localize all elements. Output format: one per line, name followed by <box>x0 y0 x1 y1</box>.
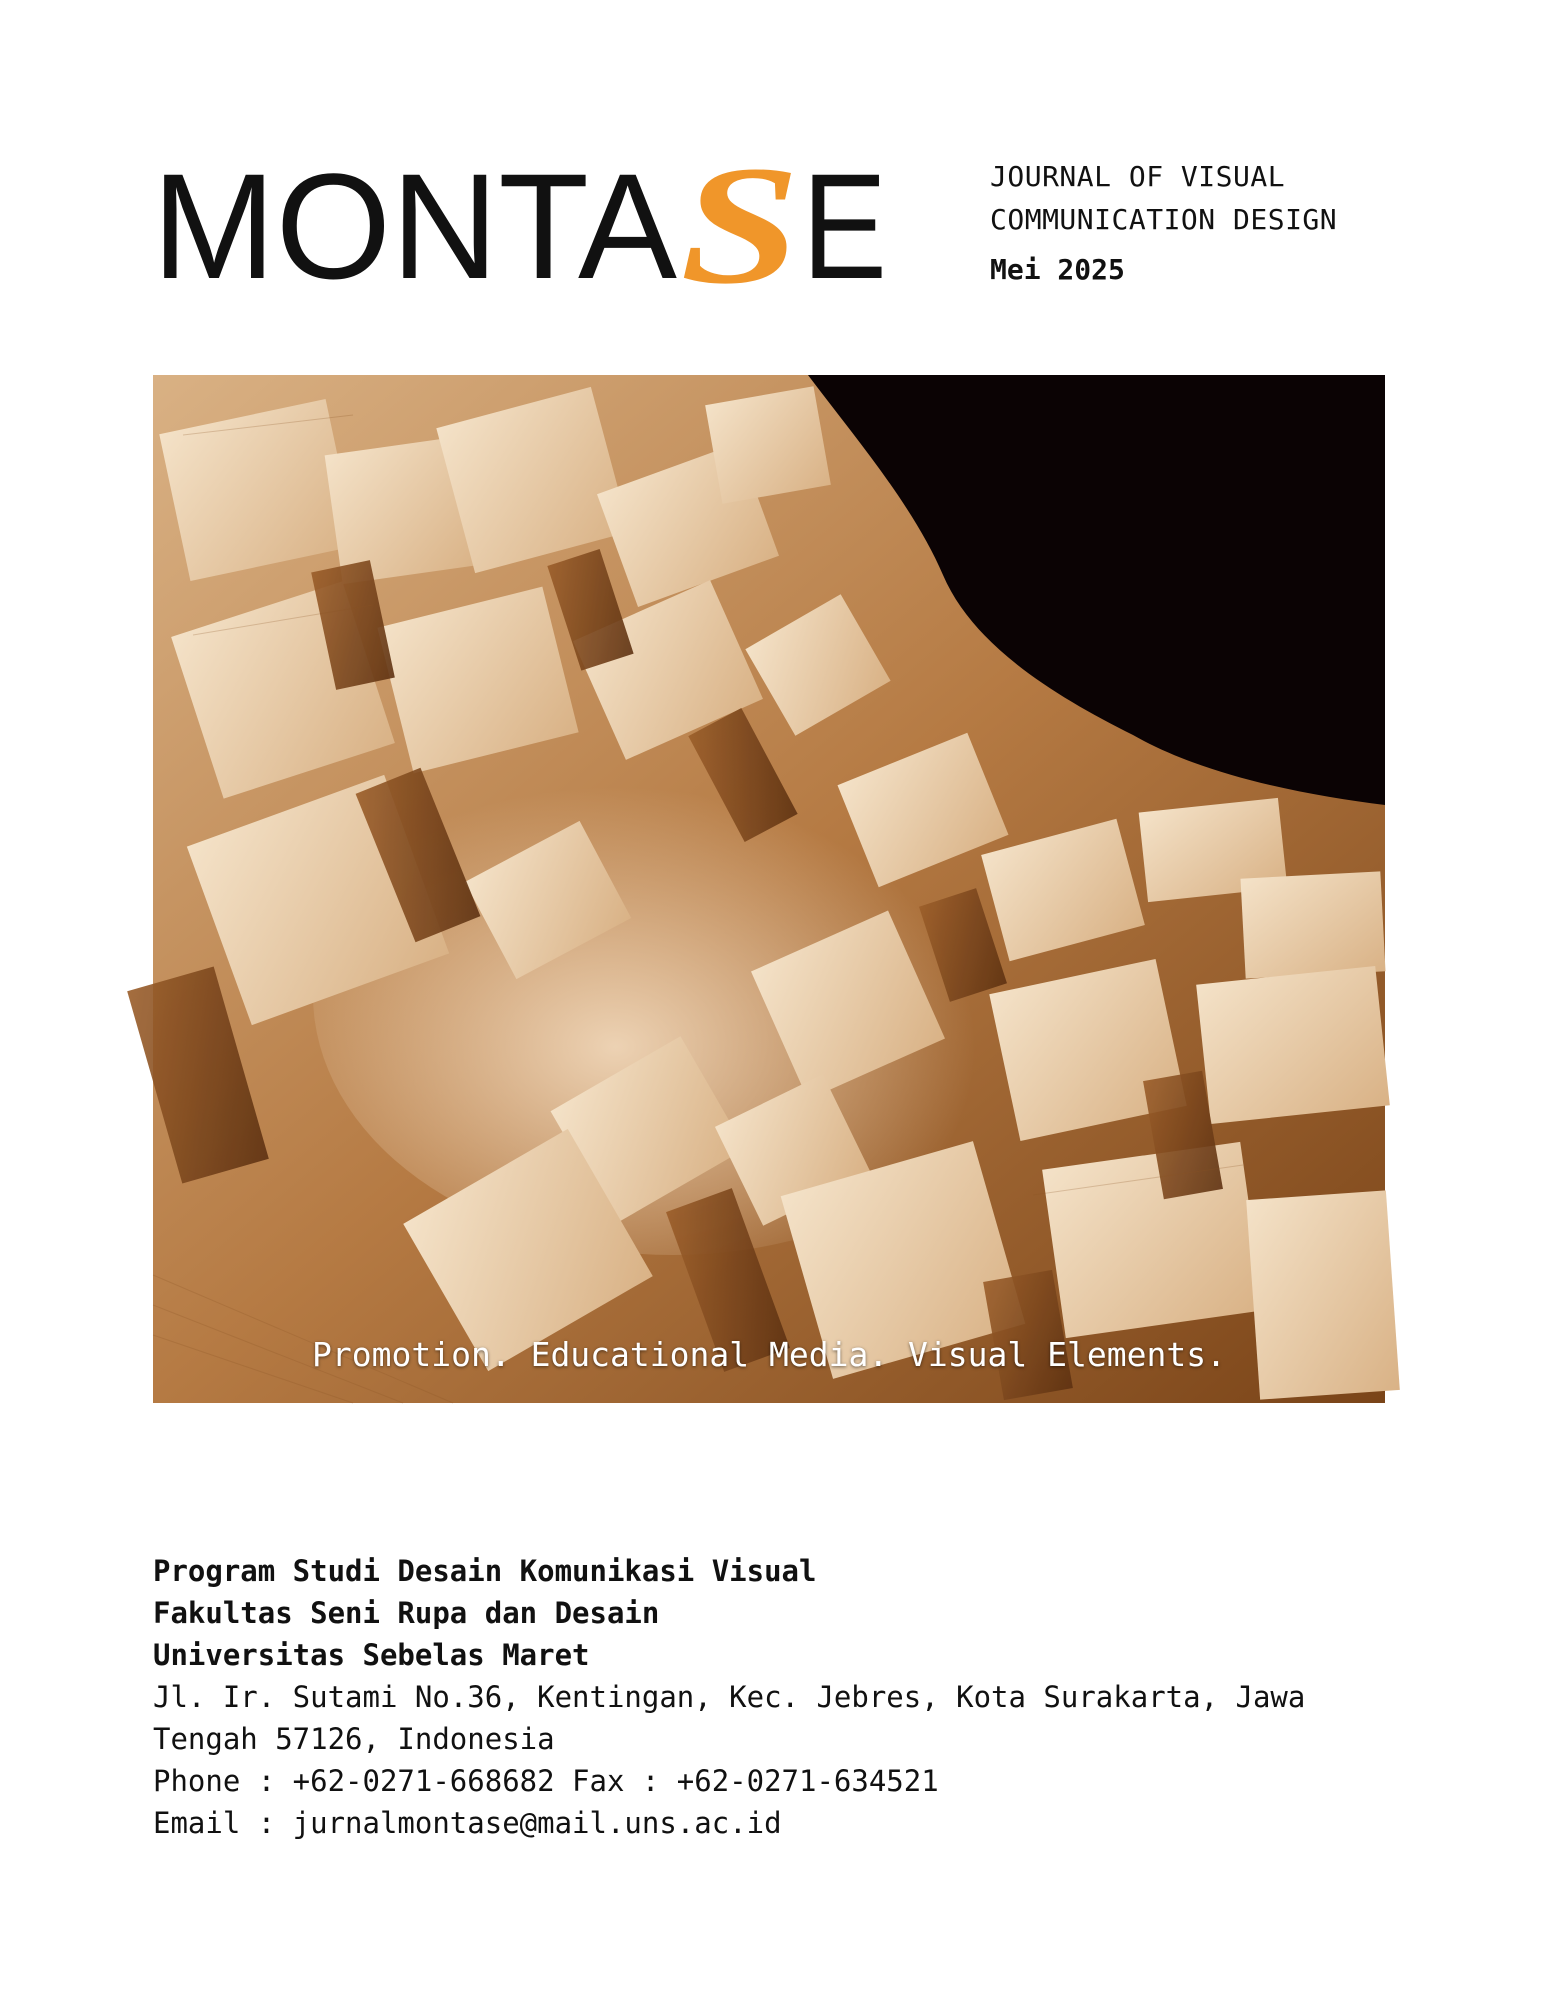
journal-subtitle-line-1: JOURNAL OF VISUAL <box>990 160 1286 193</box>
faculty-name: Fakultas Seni Rupa dan Desain <box>153 1596 660 1630</box>
journal-info <box>990 155 1410 286</box>
journal-subtitle-line-2: COMMUNICATION DESIGN <box>990 203 1338 236</box>
journal-logo <box>152 131 892 319</box>
logo-text-left: MONTA <box>152 142 677 310</box>
logo-glyph: S <box>680 131 800 319</box>
issue-date: Mei 2025 <box>990 253 1125 286</box>
program-name: Program Studi Desain Komunikasi Visual <box>153 1554 817 1588</box>
cover-image <box>153 375 1385 1403</box>
logo-text-right: E <box>802 142 887 310</box>
address-line-1: Jl. Ir. Sutami No.36, Kentingan, Kec. Jebres, Kota Surakarta, Jawa <box>153 1680 1306 1714</box>
university-name: Universitas Sebelas Maret <box>153 1638 590 1672</box>
phone-fax: Phone : +62-0271-668682 Fax : +62-0271-634521 <box>153 1764 939 1798</box>
cover-caption: Promotion. Educational Media. Visual Elements. <box>312 1335 1226 1374</box>
email-address: Email : jurnalmontase@mail.uns.ac.id <box>153 1806 782 1840</box>
publisher-info <box>153 1550 1403 1844</box>
address-line-2: Tengah 57126, Indonesia <box>153 1722 555 1756</box>
wooden-blocks-tunnel-art <box>153 375 1385 1403</box>
